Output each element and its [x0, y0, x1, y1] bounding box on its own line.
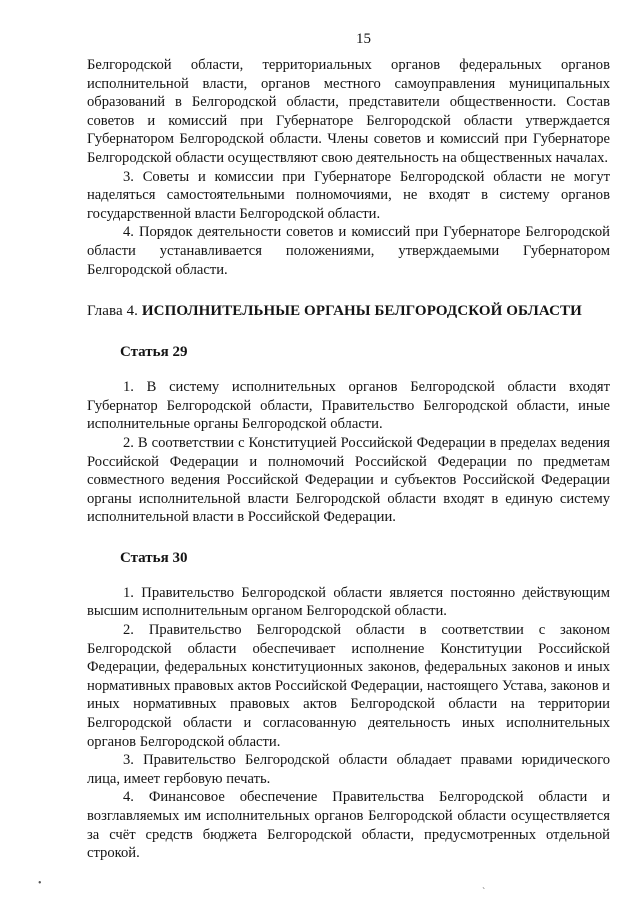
paragraph: 1. В систему исполнительных органов Белгородской области входят Губернатор Белгородской области, Правительство Белгородской области, иные исполнительные органы Белгородской области. [87, 379, 610, 433]
scan-speck: ˋ [482, 887, 486, 898]
article-heading: Статья 29 [120, 344, 188, 361]
paragraph: 2. Правительство Белгородской области в соответствии с законом Белгородской области обеспечивает исполнение Конституции Российской Федерации, федеральных конституционных законов, федеральных законов и иных нормативных правовых актов Российской Федерации, настоящего Устава, законов и иных нормативных правовых актов Белгородской области на территории Белгородской области и согласованную деятельность иных исполнительных органов Белгородской области. [87, 622, 610, 750]
paragraph: Белгородской области, территориальных органов федеральных органов исполнительной власти, органов местного самоуправления муниципальных образований в Белгородской области, представители общественности. Состав советов и комиссий при Губернаторе Белгородской области утверждается Губернатором Белгородской области. Члены советов и комиссий при Губернаторе Белгородской области осуществляют свою деятельность на общественных началах. [87, 57, 610, 166]
paragraph: 4. Порядок деятельности советов и комиссий при Губернаторе Белгородской области устанавливается положениями, утверждаемыми Губернатором Белгородской области. [87, 224, 610, 278]
chapter-heading [87, 301, 610, 321]
article-30 [87, 548, 610, 863]
paragraph: 4. Финансовое обеспечение Правительства Белгородской области и возглавляемых им исполнительных органов Белгородской области осуществляется за счёт средств бюджета Белгородской области, предусмотренных отдельной строкой. [87, 789, 610, 862]
article-heading: Статья 30 [120, 549, 188, 566]
paragraph: 3. Советы и комиссии при Губернаторе Белгородской области не могут наделяться самостоятельными полномочиями, не входят в систему органов государственной власти Белгородской области. [87, 168, 610, 222]
paragraph: 2. В соответствии с Конституцией Российской Федерации в пределах ведения Российской Федерации и полномочий Российской Федерации по предметам совместного ведения Российской Федерации и субъектов Российской Федерации органы исполнительной власти Белгородской области входят в единую систему исполнительной власти в Российской Федерации. [87, 434, 610, 526]
page-number: 15 [356, 31, 371, 47]
scan-speck: • [38, 878, 42, 889]
chapter-title: ИСПОЛНИТЕЛЬНЫЕ ОРГАНЫ БЕЛГОРОДСКОЙ ОБЛАСТИ [141, 303, 582, 320]
paragraph: 3. Правительство Белгородской области обладает правами юридического лица, имеет гербовую печать. [87, 752, 610, 787]
article-29 [87, 342, 610, 527]
paragraph: 1. Правительство Белгородской области является постоянно действующим высшим исполнительным органом Белгородской области. [87, 584, 610, 620]
intro-section [87, 56, 610, 279]
chapter-label: Глава 4. [87, 303, 139, 320]
